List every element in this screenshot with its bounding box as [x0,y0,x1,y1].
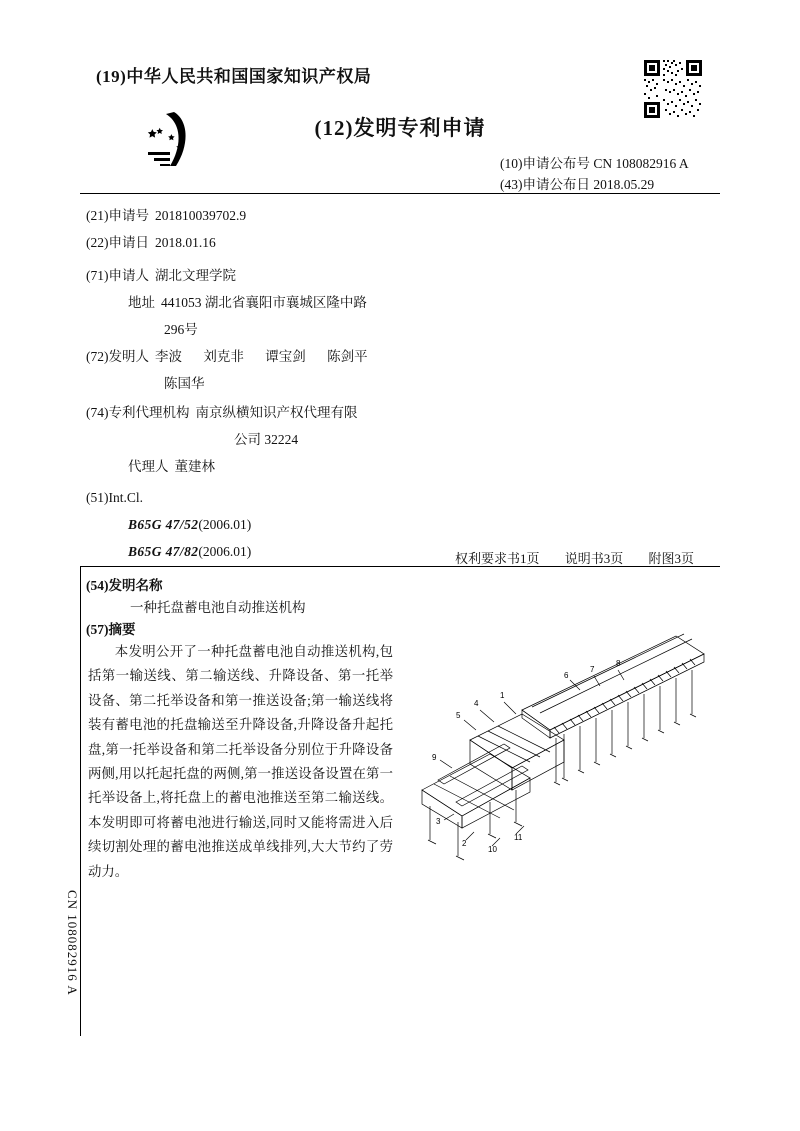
application-date-row [86,231,726,254]
abstract-text: 本发明公开了一种托盘蓄电池自动推送机构,包括第一输送线、第二输送线、升降设备、第一托举设备、第二托举设备和第一推送设备;第一输送线将装有蓄电池的托盘输送至升降设备,升降设备升起托盘,第一托举设备和第二托举设备分别位于升降设备两侧,用以托起托盘的两侧,第一推送设备设置在第一托举设备上,将托盘上的蓄电池推送至第二输送线。本发明即可将蓄电池进行输送,同时又能将需进入后续切割处理的蓄电池推送成单线排列,大大节约了劳动力。 [88,644,393,879]
address-line-1: 441053 湖北省襄阳市襄城区隆中路 [161,295,367,310]
inventor-name: 陈剑平 [327,349,368,364]
application-date-code: (22)申请日 [86,235,149,250]
applicant-code: (71)申请人 [86,268,149,283]
application-number-code: (21)申请号 [86,208,149,223]
issuing-office-line: (19)中华人民共和国国家知识产权局 [96,67,372,86]
svg-text:2: 2 [462,839,467,848]
page-count-line [455,548,716,567]
publication-date-label: (43)申请公布日 [500,177,590,192]
svg-text:11: 11 [514,833,523,842]
left-frame-rule [80,566,81,1036]
publication-date-line [500,173,654,193]
agency-code: (74)专利代理机构 [86,405,190,420]
invention-title-code: (54)发明名称 [86,578,163,593]
inventor-row [86,345,726,368]
application-date-value: 2018.01.16 [155,235,216,250]
svg-text:10: 10 [488,845,497,854]
intcl-code: (51)Int.Cl. [86,490,143,505]
inventor-code: (72)发明人 [86,349,149,364]
agent-value: 董建林 [174,459,215,474]
patent-drawing [404,614,722,864]
address-label: 地址 [128,295,155,310]
agency-value-line-2: 公司 32224 [234,432,299,447]
address-row [86,291,726,314]
agency-row-2 [86,428,726,451]
application-number-value: 201810039702.9 [155,208,247,223]
address-line-2: 296号 [164,322,198,337]
svg-text:9: 9 [432,753,437,762]
publication-date-value: 2018.05.29 [593,177,655,192]
intcl-classification: B65G 47/52 [128,517,199,532]
svg-text:3: 3 [436,817,441,826]
publication-number-value: CN 108082916 A [593,156,689,171]
intcl-classification: B65G 47/82 [128,544,199,559]
application-number-row [86,204,726,227]
publication-number-label: (10)申请公布号 [500,156,590,171]
qr-code-icon [642,58,704,120]
inventor-row-2 [86,372,726,395]
bibliographic-block [86,200,726,563]
svg-text:7: 7 [590,665,595,674]
inventor-name: 陈国华 [164,376,205,391]
agency-value-line-1: 南京纵横知识产权代理有限 [195,405,358,420]
description-page-count: 说明书3页 [564,551,624,566]
abstract-code: (57)摘要 [86,622,136,637]
publication-number-line [500,152,689,172]
intcl-entry-row [86,513,726,536]
svg-text:1: 1 [500,691,505,700]
svg-text:6: 6 [564,671,569,680]
document-type-title: (12)发明专利申请 [314,116,486,140]
drawings-page-count: 附图3页 [648,551,695,566]
agent-label: 代理人 [128,459,169,474]
intcl-version: (2006.01) [198,544,252,559]
agency-row [86,401,726,424]
inventor-name: 谭宝剑 [265,349,306,364]
content-divider [80,566,720,567]
address-row-2 [86,318,726,341]
agent-row [86,455,726,478]
inventor-name: 刘克非 [203,349,244,364]
header-divider [80,193,720,194]
svg-text:8: 8 [616,659,621,668]
inventor-name: 李波 [155,349,182,364]
claims-page-count: 权利要求书1页 [455,551,540,566]
vertical-publication-id: CN 108082916 A [65,890,80,996]
applicant-value: 湖北文理学院 [155,268,236,283]
svg-text:5: 5 [456,711,461,720]
svg-text:4: 4 [474,699,479,708]
intcl-row [86,486,726,509]
invention-title-value: 一种托盘蓄电池自动推送机构 [130,600,306,615]
applicant-row [86,264,726,287]
intcl-version: (2006.01) [198,517,252,532]
